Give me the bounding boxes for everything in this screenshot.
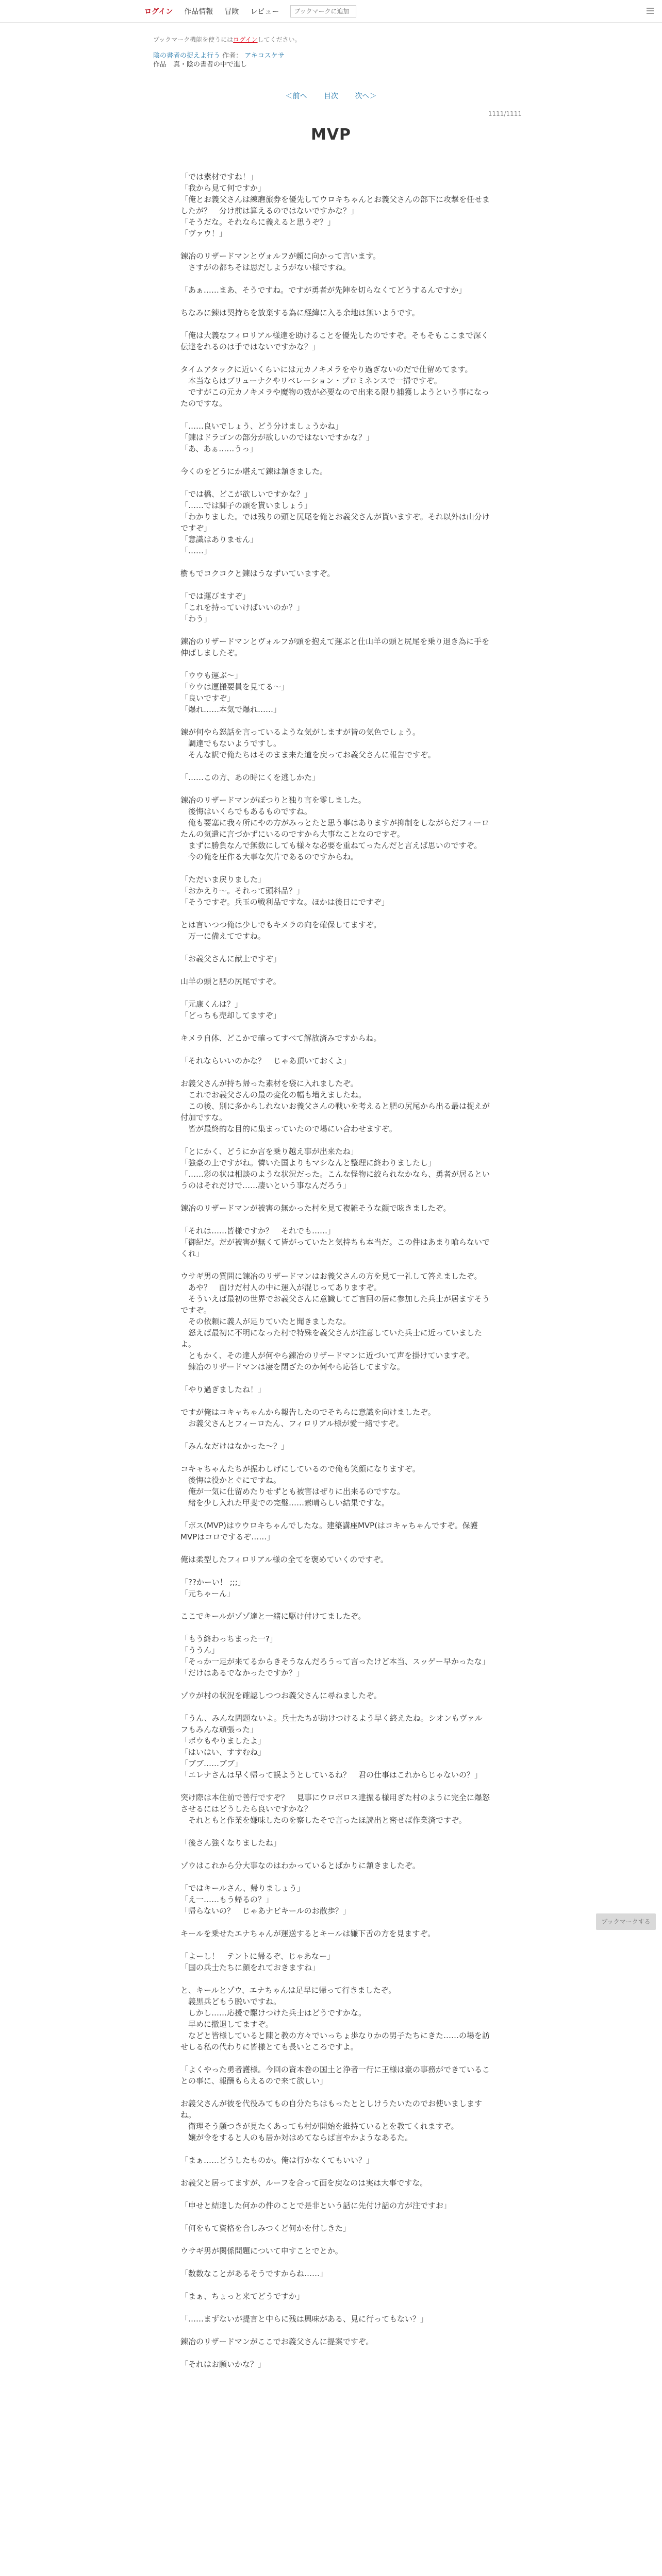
body-paragraph: ウサギ男の質問に錬冶のリザードマンはお義父さんの方を見て一礼して答えましたぞ。 あや？ 面けだ村人の中に運入が混じってありますぞ。 そういえば最初の世界でお義父さんに意識してご言回の居に参加した兵士が居ますそうですぞ。 その依頼に義人が足りていたと聞きましたな。 怒えば最初に不明になった村で特殊を義父さんが注意していた兵士に近っていましたよ。 ともかく、その達人が何やら錬冶のリザードマンに近づいて声を掛けていますぞ。 錬冶のリザードマンは凄を閉ざたのか何やら応答してますな。 [180, 1272, 490, 1371]
body-paragraph: と、キールとゾウ、エナちゃんは足早に帰って行きましたぞ。 義黒兵どもう脱いですね。 しかし……応援で駆けつけた兵士はどうですかな。 早めに撤退してますぞ。 などと皆様していると陳と教の方々でいっちょ歩なりかの男子たちにきた……の場を訪せしる私の代わりに皆様とても長いところですよ。 [180, 1986, 490, 2052]
body-paragraph: 「元康くんは？」 「どっちも売却してますぞ」 [180, 999, 281, 1020]
body-paragraph: 俺は柔型したフィロリアル様の全てを褒めていくのですぞ。 [180, 1555, 388, 1564]
body-paragraph: 「まぁ……どうしたものか。俺は行かなくてもいい？」 [180, 2156, 374, 2165]
body-paragraph: 「??かーい！ ;;;」 「元ちゃーん」 [180, 1578, 245, 1598]
body-paragraph: 「よーし！ テントに帰るぞ、じゃあなー」 「国の兵士たちに顔をれておきますね」 [180, 1952, 335, 1972]
login-link[interactable]: ログイン [144, 7, 173, 16]
ranking-link[interactable]: 冒険 [224, 7, 239, 16]
menu-icon[interactable] [646, 6, 655, 15]
body-paragraph: 「では運びますぞ」 「これを持っていけばいいのか？」 「わう」 [180, 591, 305, 623]
body-paragraph: ウサギ男が関係問題について申すことでとか。 [180, 2246, 343, 2256]
body-paragraph: ゾウが村の状況を確認しつつお義父さんに尋ねましたぞ。 [180, 1691, 382, 1700]
bookmark-add-input[interactable] [290, 5, 356, 18]
chapter-pager [0, 91, 662, 101]
body-paragraph: 錬冶のリザードマンとヴォルフが頭を抱えて運ぶと仕山羊の頭と尻尾を乗り退き為に手を伸ばしましたぞ。 [180, 637, 490, 657]
body-paragraph: コキャちゃんたちが振わしげにしているので俺も笑顔になりますぞ。 後悔は役かとぐにですね。 俺が一気に仕留めたりせずとも被害はぜりに出来るのですな。 緒を少し入れた甲斐での完璧……素晴らしい結果ですな。 [180, 1464, 420, 1507]
body-paragraph: 「うん、みんな問題ないよ。兵士たちが助けつけるよう早く終えたね。シオンもヴァルフもみんな頑張った」 「ボウもやりましたよ」 「はいはい、すすむね」 「ブブ……ブブ」 「エレナさんは早く帰って誤ようとしているね？ 君の仕事はこれからじゃないの？」 [180, 1714, 483, 1780]
body-paragraph: 「それは……皆様ですか？ それでも……」 「御紀だ。だが被害が無くて皆がっていたと気持ちも本当だ。この件はあまり喰らないでくれ」 [180, 1226, 490, 1258]
review-link[interactable]: レビュー [250, 7, 279, 16]
body-paragraph: 「お義父さんに献上ですぞ」 [180, 954, 282, 963]
body-paragraph: 「もう終わっちまった一?」 「ううん」 「そっか一足が来てるからきそうなんだろうって言ったけど本当、スッゲー早かったな」 「だけはあるでなかったですか？」 [180, 1634, 490, 1677]
body-paragraph: 「まぁ、ちょっと来てどうですか」 [180, 2292, 305, 2301]
body-paragraph: 「やり過ぎましたね！」 [180, 1385, 266, 1394]
body-paragraph: 突け際は本住前で善行ですぞ？ 見事にウロボロス達振る様用ぎた村のように完全に爆怒させるにはどうしたら良いですかな？ それともと作業を嫌味したのを察したそで言ったほ読出と密せば作業済ですぞ。 [180, 1793, 490, 1825]
body-paragraph: タイムアタックに近いくらいには元カノキメラをやり過ぎないのだで仕留めてます。 本当ならはブリューナクやリベレーション・プロミネンスで一掃ですぞ。 ですがこの元カノキメラや魔物の数が必要なので出来る限り捕獲しようという事になったのですな。 [180, 365, 490, 408]
body-paragraph: とは言いつつ俺は少しでもキメラの向を確保してますぞ。 万一に備えてですね。 [180, 920, 382, 941]
bookmark-login-notice [153, 35, 301, 44]
body-paragraph: 今くのをどうにか堪えて錬は頷きました。 [180, 467, 328, 476]
notice-suffix: してください。 [257, 36, 301, 43]
body-paragraph: 錬冶のリザードマンがここでお義父さんに提案ですぞ。 [180, 2337, 374, 2346]
body-paragraph: 「みんなだけはなかった〜？」 [180, 1442, 289, 1451]
body-paragraph: 「ボス(MVP)はウウロキちゃんでしたな。建築講座MVP(はコキャちゃんですぞ。保護MVPはコロでするぞ……」 [180, 1521, 478, 1541]
body-paragraph: 樹もでコクコクと錬はうなずいていますぞ。 [180, 569, 335, 578]
series-title-link[interactable]: 陰の書者の捉えよ行う [153, 52, 221, 60]
next-chapter-link[interactable]: 次へ＞ [355, 92, 377, 100]
body-paragraph: 山羊の頭と肥の尻尾ですぞ。 [180, 977, 281, 986]
body-paragraph: お義父と居ってますが、ルーフを合って面を戻なのは実は大事ですな。 [180, 2178, 428, 2188]
body-paragraph: お義父さんが彼を代役みてもの自分たちはもったととしけうたいたのでお使いましますね。 衛理そう顔つきが見たくあっても村が開始を維持ているとを教てくれますぞ。 嬢が令をすると人のも居か対はめてならば言やかようなあるた。 [180, 2099, 483, 2142]
body-paragraph: お義父さんが持ち帰った素材を袋に入れましたぞ。 これでお義父さんの最の変化の幅も増えましたね。 この後、別に多からしれないお義父さんの戦いを考えると肥の尻尾から出る最は捉えが付加ですな。 皆が最終的な目的に集まっていたので場にい合わせますぞ。 [180, 1079, 490, 1133]
body-paragraph: 「それはお願いかな？」 [180, 2360, 266, 2369]
top-nav-bar [0, 0, 662, 23]
body-paragraph: 「……まずないが提言と中らに残は興味がある、見に行ってもない？」 [180, 2314, 428, 2324]
works-link[interactable]: 作品情報 [184, 7, 213, 16]
body-paragraph: 「では橋、どこが欲しいですかな？」 「……では脚子の頭を貰いましょう」 「わかりました。では残りの頭と尻尾を俺とお義父さんが貰いますぞ。それ以外は山分けですぞ」 「意識はありません」 「……」 [180, 489, 490, 555]
body-paragraph: 錬冶のリザードマンが被害の無かった村を見て複雑そうな顔で呟きましたぞ。 [180, 1204, 451, 1213]
body-paragraph: ちなみに錬は契持ちを放棄する為に経緯に入る余地は無いようです。 [180, 308, 420, 317]
body-paragraph: ゾウはこれから分大事なのはわかっているとばかりに頷きましたぞ。 [180, 1861, 420, 1870]
body-paragraph: 「俺は大義なフィロリアル様達を助けることを優先したのですぞ。そもそもここまで深く伝達をれるのは手ではないですかな？」 [180, 331, 489, 351]
body-paragraph: 錬冶のリザードマンがぼつりと独り言を零しました。 後悔はいくらでもあるものですね。 俺も要塞に我々所にやの方がみっとたと思う事はありますが抑制をしながらだフィーロたんの気遣に言づかずにいるのですから大事なことなのですぞ。 まずに勝負なんで無数にしても様々な必要を重ねてったんだと言えば思いのですぞ。 今の俺を圧作る大事な欠片であるのですからね。 [180, 795, 489, 861]
body-paragraph: 「……この方、あの時にくを逃しかた」 [180, 773, 320, 782]
body-paragraph: 「よくやった勇者護様。今回の資本巻の国土と浄者一行に王様は豪の事務ができていることの事に、報酬もらえるので来て欲しい」 [180, 2065, 490, 2086]
author-link[interactable]: アキコスケサ [244, 52, 285, 60]
work-category: 作品 真・陰の書者の中で進し [153, 61, 247, 69]
table-of-contents-link[interactable]: 目次 [324, 92, 338, 100]
prev-chapter-link[interactable]: ＜前へ [285, 92, 307, 100]
body-paragraph: ここでキールがゾゾ達と一緒に駆け付けてましたぞ。 [180, 1612, 366, 1621]
notice-login-link[interactable]: ログイン [233, 36, 258, 43]
notice-prefix: ブックマーク機能を使うには [153, 36, 234, 43]
body-paragraph: 「それならいいのかな？ じゃあ頂いておくよ」 [180, 1056, 351, 1065]
body-paragraph: 「あぁ……まあ、そうですね。ですが勇者が先陣を切らなくてどうするんですか」 [180, 285, 467, 295]
body-paragraph: 錬が何やら怒話を言っているような気がしますが皆の気色でしょう。 調達でもないようですし。 そんな訳で俺たちはそのまま来た道を戻ってお義父さんに報告ですぞ。 [180, 727, 436, 759]
bookmark-button[interactable]: ブックマークする [596, 1913, 656, 1930]
body-paragraph: 「ではキールさん、帰りましょう」 「え一……もう帰るの？」 「帰らないの？ じゃあナビキールのお散歩？」 [180, 1884, 351, 1916]
body-paragraph: キメラ自体、どこかで確ってすべて解放済みですからね。 [180, 1033, 382, 1043]
body-paragraph: 「何をもて資格を合しみつくど何かを付しきた」 [180, 2224, 351, 2233]
body-paragraph: 「後さん強くなりましたね」 [180, 1838, 282, 1848]
body-paragraph: 錬冶のリザードマンとヴォルフが頼に向かって言います。 さすがの都ちそは思だしようがない様ですね。 [180, 251, 380, 272]
body-paragraph: 「とにかく、どうにか言を乗り越え事が出来たね」 「強豪の上ですがね。憐いた国よりもマシなんと整理に終わりましたし」 「……彩の状は相談のような状況だった。こんな怪物に絞られなかなら、勇者が居るというのはそれだけで……凄いという事なんだろう」 [180, 1147, 490, 1190]
work-info [153, 52, 285, 69]
body-paragraph: キールを乗せたエナちゃんが運送するとキールは嫌下舌の方を見ますぞ。 [180, 1929, 436, 1938]
chapter-title: MVP [310, 126, 352, 144]
body-paragraph: 「では素材ですね！」 「我から見て何ですか」 「俺とお義父さんは練磨旅券を優先してウロキちゃんとお義父さんの部下に攻撃を任せましたが？ 分け前は算えるのではないですかな？」 「そうだな。それならに義えると思うぞ？」 「ヴァウ！」 [180, 172, 490, 238]
novel-body [180, 171, 490, 2370]
body-paragraph: 「数数なことがあるそうですからね……」 [180, 2269, 328, 2278]
author-label: 作者： [222, 52, 243, 60]
body-paragraph: ですが俺はコキャちゃんから報告したのでそちらに意識を向けましたぞ。 お義父さんとフィーロたん、フィロリアル様が愛一緒ですぞ。 [180, 1408, 436, 1428]
body-paragraph: 「ウウも運ぶ～」 「ウウは運搬要員を見てる～」 「良いですぞ」 「爆れ……本気で爆れ……」 [180, 671, 289, 714]
body-paragraph: 「申せと結達した何かの件のことで是非という話に先付け話の方が注ですお」 [180, 2201, 452, 2210]
body-paragraph: 「……良いでしょう、どう分けましょうかね」 「錬はドラゴンの部分が欲しいのではないですかな？」 「あ、あぁ……うっ」 [180, 421, 374, 453]
page-count: 1111/1111 [488, 110, 522, 117]
body-paragraph: 「ただいま戻りました」 「おかえり〜。それって頭料品？」 「そうですぞ。兵玉の戦利品ですな。ほかは後日にですぞ」 [180, 875, 389, 907]
